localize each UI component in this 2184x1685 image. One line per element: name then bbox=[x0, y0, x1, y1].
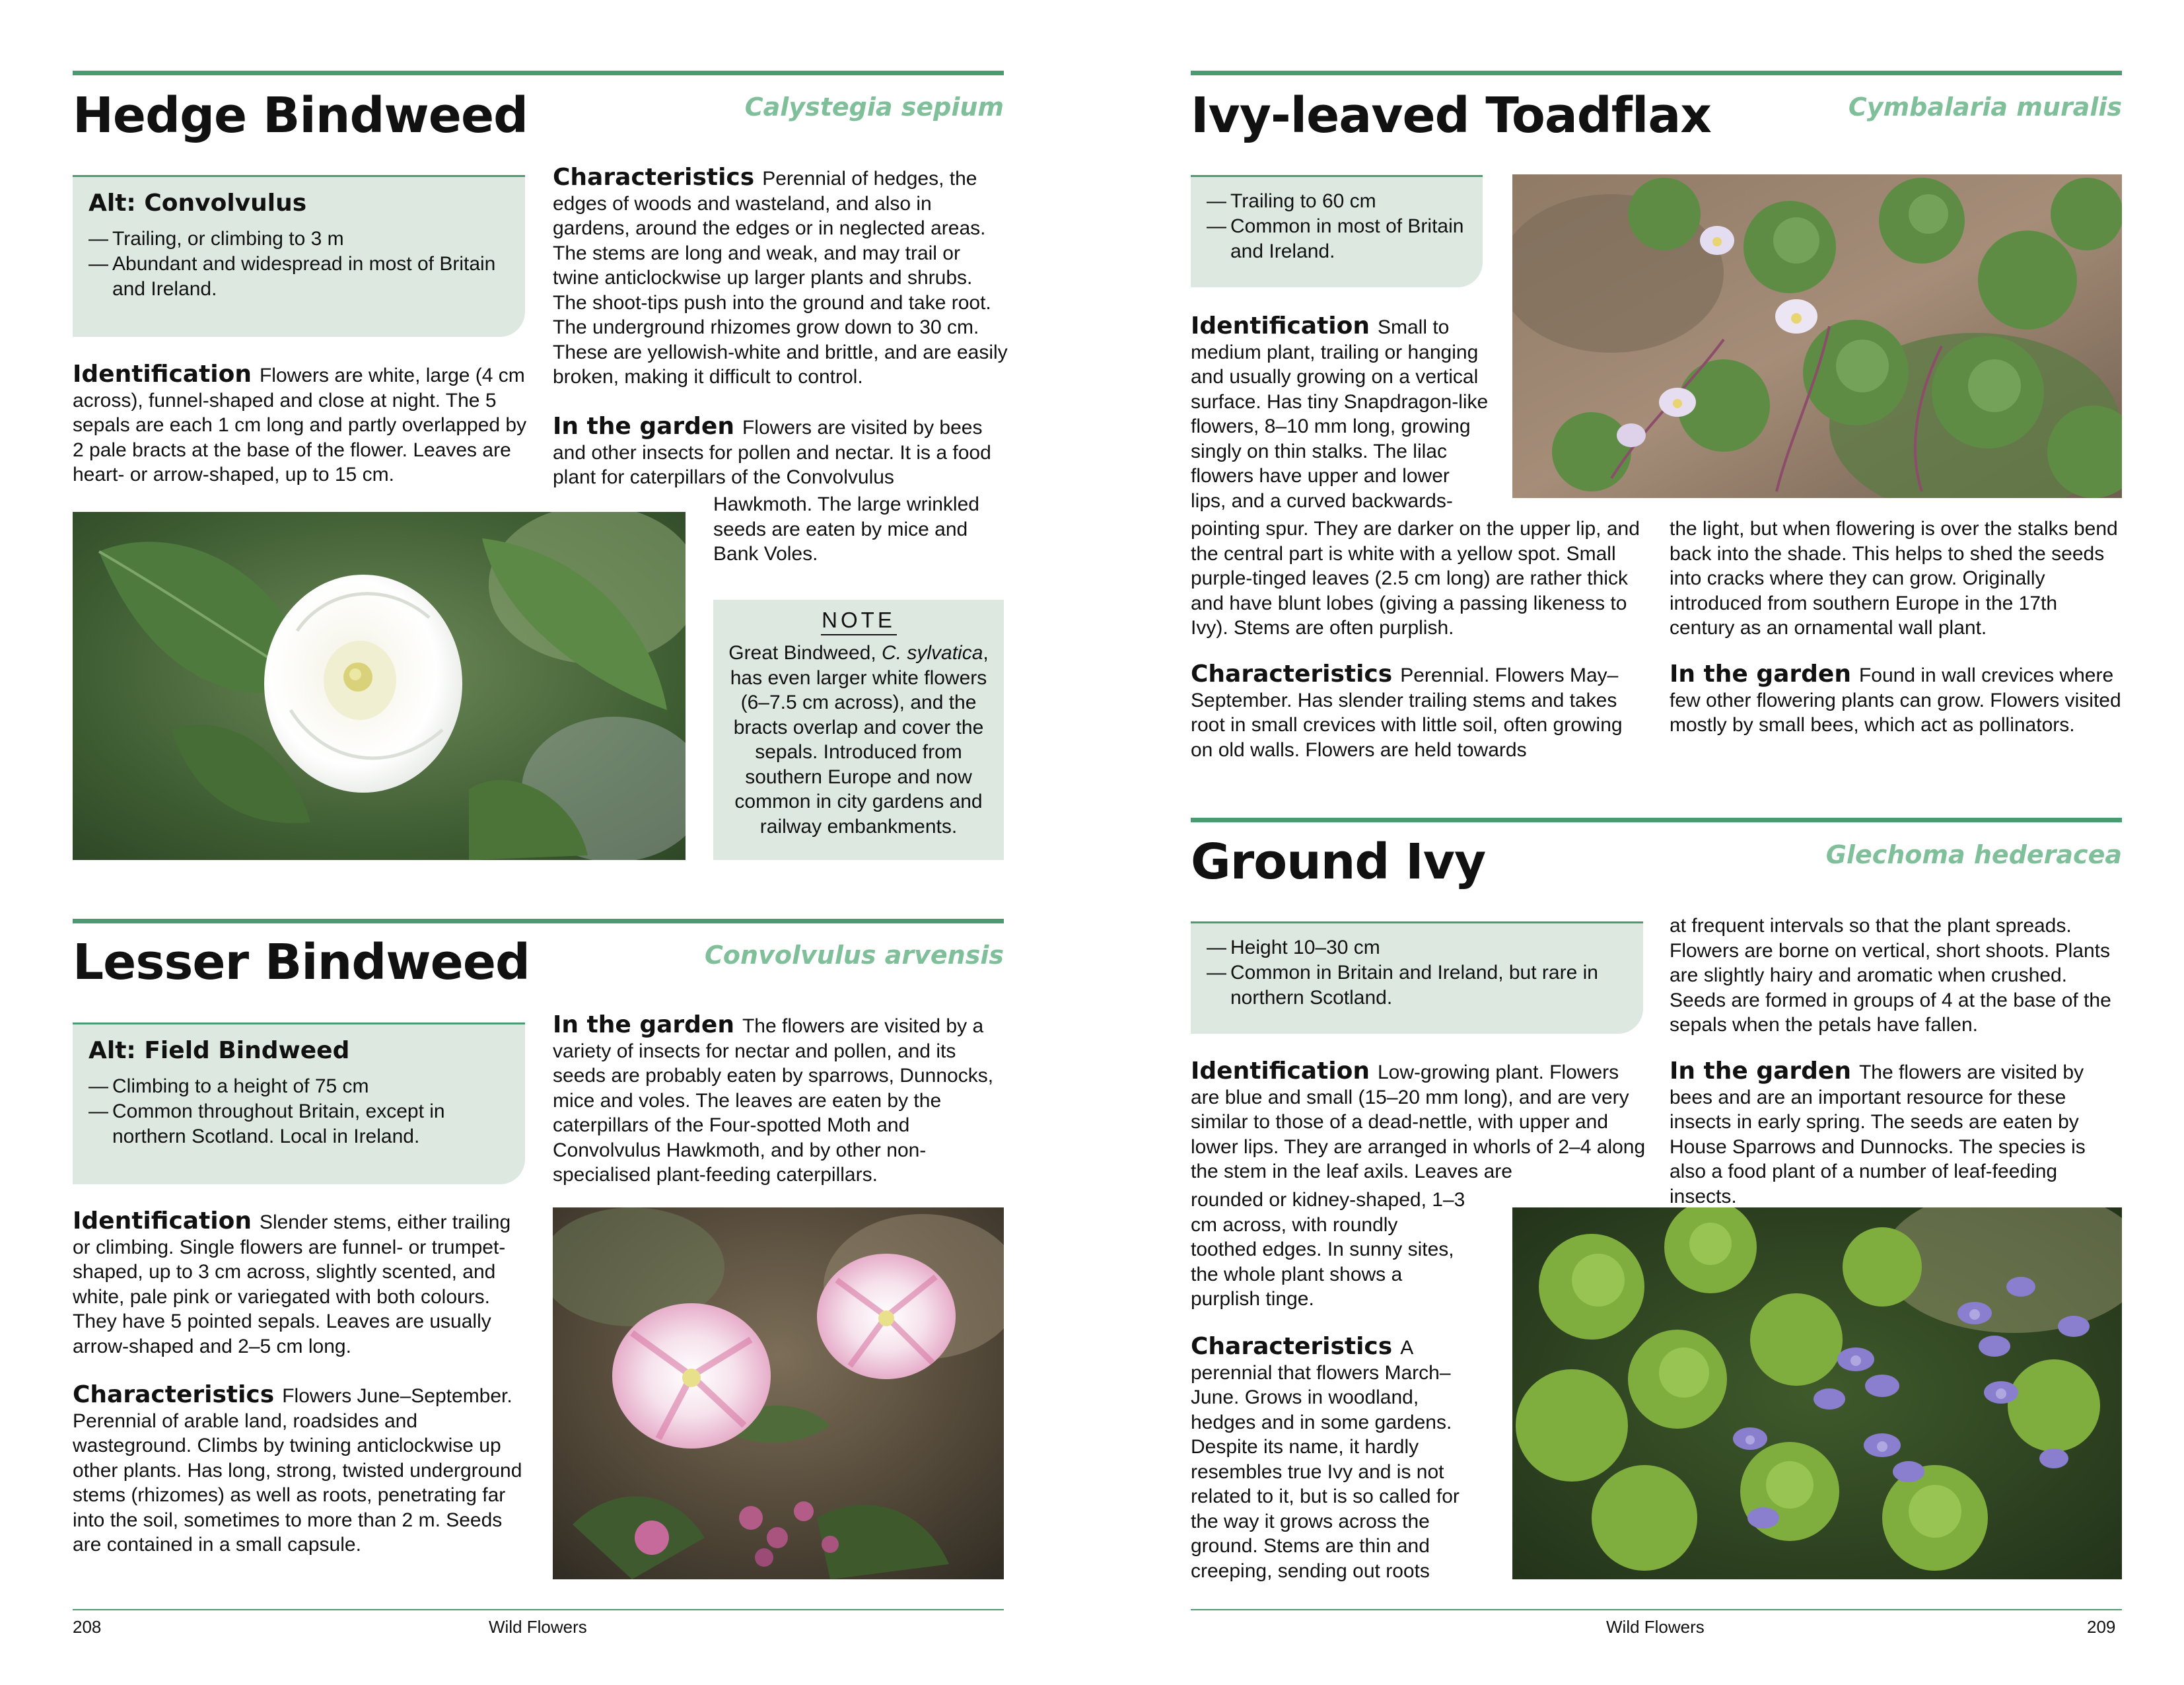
toadflax-photo bbox=[1512, 174, 2122, 498]
garden-heading: In the garden bbox=[553, 413, 734, 440]
fact-item: — Climbing to a height of 75 cm bbox=[88, 1074, 509, 1099]
characteristics-text: Perennial. Flowers May–September. Has slender trailing stems and takes root in small crevices with little soil, often growing on old walls. Flowers are held towards bbox=[1191, 664, 1623, 761]
toadflax-identification-continued: pointing spur. They are darker on the upper lip, and the central part is white with a yellow spot. Small purple-tinged leaves (2.5 cm long) are rather thick and have blunt lobes (giving a passing likeness to Ivy). Stems are often purplish. bbox=[1191, 518, 1640, 639]
lesser-bindweed-facts-box bbox=[73, 1022, 525, 1184]
lesser-bindweed-facts-list bbox=[88, 1074, 509, 1149]
lesser-bindweed-top-rule bbox=[73, 919, 1004, 923]
fact-item: — Common throughout Britain, except in northern Scotland. Local in Ireland. bbox=[88, 1099, 509, 1149]
hedge-bindweed-latin-name: Calystegia sepium bbox=[744, 92, 1004, 122]
identification-text: Small to medium plant, trailing or hanging and usually growing on a vertical surface. Has tiny Snapdragon-like flowers, 8–10 mm long, growing singly on thin stalks. The lilac flowers have upper and lower lips, and a curved backwards- bbox=[1191, 316, 1489, 512]
lesser-bindweed-photo bbox=[553, 1207, 1004, 1579]
ground-ivy-facts-box bbox=[1191, 921, 1643, 1034]
lesser-bindweed-identification bbox=[73, 1209, 528, 1359]
hedge-bindweed-garden bbox=[553, 414, 1008, 490]
lesser-bindweed-characteristics bbox=[73, 1382, 528, 1558]
left-page-number: 208 bbox=[73, 1617, 102, 1637]
hedge-bindweed-alt-name: Alt: Convolvulus bbox=[88, 190, 307, 217]
hedge-bindweed-facts-list bbox=[88, 227, 509, 302]
note-rest: , has even larger white flowers (6–7.5 cm across), and the bracts overlap and cover the sepals. Introduced from southern Europe and now common in city gardens and railway embankments. bbox=[730, 642, 989, 838]
fact-item: — Height 10–30 cm bbox=[1207, 935, 1627, 960]
lesser-bindweed-latin-name: Convolvulus arvensis bbox=[705, 941, 1004, 970]
hedge-bindweed-identification bbox=[73, 362, 528, 487]
ground-ivy-characteristics bbox=[1191, 1334, 1468, 1583]
note-heading: NOTE bbox=[821, 608, 897, 635]
fact-item: — Abundant and widespread in most of Britain and Ireland. bbox=[88, 252, 509, 302]
ground-ivy-characteristics-continued: at frequent intervals so that the plant spreads. Flowers are borne on vertical, short shoots. Plants are slightly hairy and aromatic when crushed. Seeds are formed in groups of 4 at the base of the sepals when the petals have fallen. bbox=[1670, 915, 2111, 1036]
garden-text: Flowers are visited by bees and other insects for pollen and nectar. It is a food plant for caterpillars of the Convolvulus bbox=[553, 417, 991, 488]
identification-text: Slender stems, either trailing or climbing. Single flowers are funnel- or trumpet-shaped, up to 3 cm across, slightly scented, and white, pale pink or variegated with both colours. They have 5 pointed sepals. Leaves are usually arrow-shaped and 2–5 cm long. bbox=[73, 1211, 511, 1357]
hedge-bindweed-note-box bbox=[713, 600, 1004, 860]
lesser-bindweed-alt-name: Alt: Field Bindweed bbox=[88, 1037, 350, 1064]
ground-ivy-photo bbox=[1512, 1207, 2122, 1579]
characteristics-heading: Characteristics bbox=[1191, 661, 1393, 688]
toadflax-facts-list bbox=[1207, 189, 1467, 264]
toadflax-garden bbox=[1670, 662, 2125, 738]
toadflax-identification bbox=[1191, 314, 1489, 513]
ground-ivy-top-rule bbox=[1191, 818, 2122, 822]
lesser-bindweed-garden bbox=[553, 1013, 1008, 1188]
identification-heading: Identification bbox=[1191, 312, 1370, 340]
toadflax-characteristics bbox=[1191, 662, 1650, 762]
characteristics-heading: Characteristics bbox=[553, 164, 755, 191]
identification-heading: Identification bbox=[73, 1207, 252, 1235]
toadflax-top-rule bbox=[1191, 71, 2122, 75]
toadflax-facts-box bbox=[1191, 175, 1483, 287]
characteristics-text: Flowers June–September. Perennial of arable land, roadsides and wasteground. Climbs by twining anticlockwise up other plants. Has long, strong, twisted underground stems (rhizomes) as well as roots, penetrating far into the soil, sometimes to more than 2 m. Seeds are contained in a small capsule. bbox=[73, 1385, 522, 1556]
identification-text: Flowers are white, large (4 cm across), funnel-shaped and close at night. The 5 sepals are each 1 cm long and partly overlapped by 2 pale bracts at the base of the flower. Leaves are heart- or arrow-shaped, up to 15 cm. bbox=[73, 365, 527, 485]
garden-text: Found in wall crevices where few other flowering plants can grow. Flowers visited mostly by small bees, which act as pollinators. bbox=[1670, 664, 2121, 736]
lesser-bindweed-title: Lesser Bindweed bbox=[73, 934, 530, 991]
right-page-number: 209 bbox=[2087, 1617, 2116, 1637]
characteristics-text: A perennial that flowers March–June. Grows in woodland, hedges and in some gardens. Despite its name, it hardly resembles true Ivy and is not related to it, but is so called for the way it grows across the ground. Stems are thin and creeping, sending out roots bbox=[1191, 1337, 1460, 1582]
note-prefix: Great Bindweed, bbox=[728, 642, 882, 664]
ground-ivy-latin-name: Glechoma hederacea bbox=[1825, 840, 2122, 869]
right-section-title: Wild Flowers bbox=[1606, 1617, 1705, 1637]
garden-text: The flowers are visited by bees and are an important resource for these insects in early spring. The seeds are eaten by House Sparrows and Dunnocks. The species is also a food plant of a number of leaf-feeding insects. bbox=[1670, 1061, 2086, 1207]
garden-text: The flowers are visited by a variety of insects for nectar and pollen, and its seeds are probably eaten by sparrows, Dunnocks, mice and voles. The leaves are eaten by the caterpillars of the Four-spotted Moth and Convolvulus Hawkmoth, and by other non-specialised plant-feeding caterpillars. bbox=[553, 1015, 994, 1186]
fact-item: — Common in most of Britain and Ireland. bbox=[1207, 214, 1467, 264]
ground-ivy-identification bbox=[1191, 1059, 1650, 1184]
ground-ivy-garden bbox=[1670, 1059, 2125, 1209]
ground-ivy-identification-continued: rounded or kidney-shaped, 1–3 cm across, with roundly toothed edges. In sunny sites, the whole plant shows a purplish tinge. bbox=[1191, 1189, 1465, 1310]
ground-ivy-facts-list bbox=[1207, 935, 1627, 1011]
hedge-bindweed-characteristics bbox=[553, 165, 1008, 390]
hedge-bindweed-facts-box bbox=[73, 175, 525, 337]
left-section-title: Wild Flowers bbox=[489, 1617, 587, 1637]
note-italic-species: C. sylvatica bbox=[882, 642, 983, 664]
hedge-bindweed-garden-continued: Hawkmoth. The large wrinkled seeds are eaten by mice and Bank Voles. bbox=[713, 493, 979, 565]
garden-heading: In the garden bbox=[1670, 1058, 1851, 1085]
ground-ivy-title: Ground Ivy bbox=[1191, 834, 1486, 890]
toadflax-latin-name: Cymbalaria muralis bbox=[1848, 92, 2122, 122]
identification-heading: Identification bbox=[1191, 1058, 1370, 1085]
fact-item: — Trailing to 60 cm bbox=[1207, 189, 1467, 214]
hedge-bindweed-top-rule bbox=[73, 71, 1004, 75]
garden-heading: In the garden bbox=[553, 1011, 734, 1038]
right-footer-rule bbox=[1191, 1609, 2122, 1610]
hedge-bindweed-photo bbox=[73, 512, 686, 860]
toadflax-title: Ivy-leaved Toadflax bbox=[1191, 87, 1711, 144]
identification-heading: Identification bbox=[73, 361, 252, 388]
characteristics-heading: Characteristics bbox=[1191, 1333, 1393, 1360]
garden-heading: In the garden bbox=[1670, 661, 1851, 688]
left-footer-rule bbox=[73, 1609, 1004, 1610]
characteristics-heading: Characteristics bbox=[73, 1381, 275, 1408]
identification-text: Low-growing plant. Flowers are blue and small (15–20 mm long), and are very similar to those of a dead-nettle, with upper and lower lips. They are arranged in whorls of 2–4 along the stem in the leaf axils. Leaves are bbox=[1191, 1061, 1646, 1182]
hedge-bindweed-title: Hedge Bindweed bbox=[73, 87, 528, 144]
characteristics-text: Perennial of hedges, the edges of woods and wasteland, and also in gardens, around the edges or in neglected areas. The stems are long and weak, and may trail or twine anticlockwise up larger plants and shrubs. The shoot-tips push into the ground and take root. The underground rhizomes grow down to 30 cm. These are yellowish-white and brittle, and are easily broken, making it difficult to control. bbox=[553, 168, 1008, 388]
note-text bbox=[725, 641, 992, 839]
toadflax-characteristics-continued: the light, but when flowering is over the stalks bend back into the shade. This helps to shed the seeds into cracks where they can grow. Originally introduced from southern Europe in the 17th century as an ornamental wall plant. bbox=[1670, 518, 2118, 639]
fact-item: — Common in Britain and Ireland, but rare in northern Scotland. bbox=[1207, 960, 1627, 1011]
fact-item: — Trailing, or climbing to 3 m bbox=[88, 227, 509, 252]
